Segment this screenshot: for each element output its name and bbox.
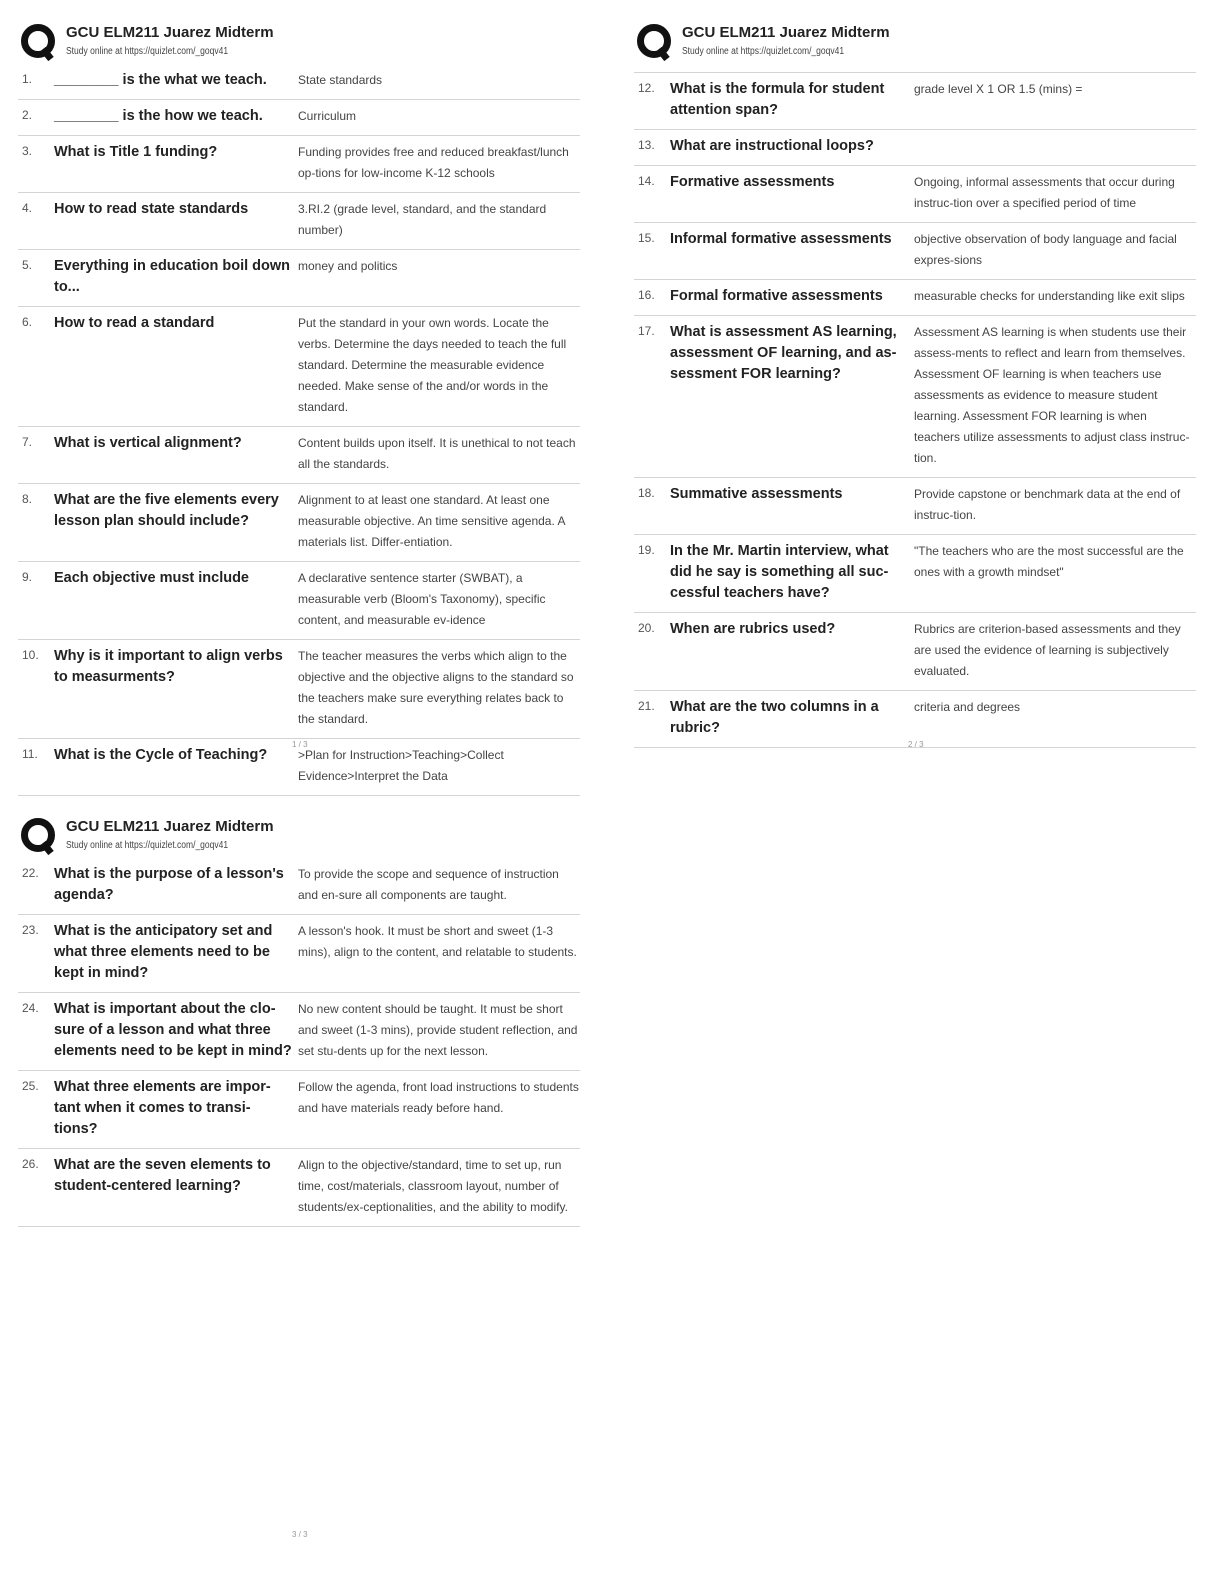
card-term: Each objective must include [54,570,249,586]
flashcard-row [634,535,1196,613]
card-definition: objective observation of body language and facial expres-sions [914,232,1177,267]
card-term: What are the seven elements to student-centered learning? [54,1157,271,1194]
flashcard-row [18,640,580,739]
card-term: What is assessment AS learning, assessment OF learning, and as-sessment FOR learning? [670,324,897,382]
card-term: Summative assessments [670,486,843,502]
card-number: 17. [638,324,655,338]
flashcard-row [18,250,580,307]
card-term: How to read state standards [54,201,249,217]
card-definition: The teacher measures the verbs which align to the objective and the objective aligns to the standard so the teachers make sure everything relates back to the standard. [298,649,574,726]
flashcard-row [18,100,580,136]
flashcard-row [18,307,580,427]
flashcard-row [18,64,580,100]
card-number: 5. [22,258,33,272]
card-number: 14. [638,174,655,188]
flashcard-row [18,136,580,193]
card-definition: To provide the scope and sequence of instruction and en-sure all components are taught. [298,867,559,902]
card-term: Informal formative assessments [670,231,892,247]
card-number: 13. [638,138,655,152]
quizlet-logo-icon [18,22,58,62]
flashcard-row [18,562,580,640]
card-definition: A declarative sentence starter (SWBAT), a measurable verb (Bloom's Taxonomy), specific content, and measurable ev-idence [298,571,546,627]
card-term: What is the formula for student attention span? [670,81,885,118]
card-number: 24. [22,1001,39,1015]
card-definition: Put the standard in your own words. Locate the verbs. Determine the days needed to teach the full standard. Determine the measurable evidence needed. Make sense of the and/or words in the standard. [298,316,567,414]
card-term: What are the five elements every lesson plan should include? [54,492,279,529]
flashcard-row [634,130,1196,166]
flashcard-row [18,993,580,1071]
flashcard-row [634,280,1196,316]
page-header [634,18,1196,64]
card-term: ________ is the how we teach. [54,108,263,124]
card-number: 20. [638,621,655,635]
page-2 [634,18,1196,748]
card-term: Formal formative assessments [670,288,883,304]
card-term: What is important about the clo-sure of a lesson and what three elements need to be kept in mind? [54,1001,292,1059]
card-number: 9. [22,570,33,584]
card-number: 26. [22,1157,39,1171]
card-definition: Rubrics are criterion-based assessments and they are used the evidence of learning is subjectively evaluated. [914,622,1181,678]
card-number: 23. [22,923,39,937]
card-term: Everything in education boil down to... [54,258,291,295]
document-title: GCU ELM211 Juarez Midterm [66,818,274,835]
page-number: 2 / 3 [908,740,924,749]
card-number: 12. [638,81,655,95]
card-definition [914,136,1196,157]
flashcard-row [18,427,580,484]
flashcard-list [18,64,580,796]
flashcard-list [18,858,580,1227]
card-term: What is the Cycle of Teaching? [54,747,268,763]
flashcard-row [18,915,580,993]
quizlet-logo-icon [18,816,58,856]
card-definition: A lesson's hook. It must be short and sweet (1-3 mins), align to the content, and relatable to students. [298,924,577,959]
card-term: In the Mr. Martin interview, what did he say is something all suc-cessful teachers have? [670,543,889,601]
card-definition: No new content should be taught. It must be short and sweet (1-3 mins), provide student reflection, and set stu-dents up for the next lesson. [298,1002,578,1058]
study-link[interactable]: Study online at https://quizlet.com/_goqv41 [66,840,229,851]
card-number: 8. [22,492,33,506]
document-title: GCU ELM211 Juarez Midterm [682,24,890,41]
flashcard-row [634,223,1196,280]
page-3 [18,812,580,1227]
card-term: What is Title 1 funding? [54,144,218,160]
flashcard-row [634,166,1196,223]
card-number: 11. [22,747,38,761]
card-definition: Assessment AS learning is when students use their assess-ments to reflect and learn from themselves. Assessment OF learning is when teachers use assessments as evidence to measure student learning. Assessment FOR learning is when teachers utilize assessments to adjust class instruc-tion. [914,325,1190,465]
card-definition: >Plan for Instruction>Teaching>Collect Evidence>Interpret the Data [298,748,504,783]
card-definition: money and politics [298,259,398,273]
flashcard-row [18,1149,580,1227]
card-number: 16. [638,288,655,302]
card-definition: Follow the agenda, front load instructions to students and have materials ready before hand. [298,1080,579,1115]
study-link[interactable]: Study online at https://quizlet.com/_goqv41 [682,46,845,57]
card-definition: Alignment to at least one standard. At least one measurable objective. An time sensitive agenda. A materials list. Differ-entiation. [298,493,565,549]
card-term: What is vertical alignment? [54,435,242,451]
card-term: What are the two columns in a rubric? [670,699,879,736]
card-definition: Curriculum [298,109,357,123]
flashcard-row [634,316,1196,478]
card-number: 1. [22,72,33,86]
card-number: 22. [22,866,39,880]
card-number: 4. [22,201,33,215]
card-term: What is the purpose of a lesson's agenda? [54,866,284,903]
flashcard-row [18,484,580,562]
card-number: 19. [638,543,655,557]
page-header [18,812,580,858]
card-definition: Provide capstone or benchmark data at the end of instruc-tion. [914,487,1181,522]
document-title: GCU ELM211 Juarez Midterm [66,24,274,41]
card-definition: Ongoing, informal assessments that occur during instruc-tion over a specified period of time [914,175,1175,210]
page-header [18,18,580,64]
card-number: 7. [22,435,33,449]
card-definition: grade level X 1 OR 1.5 (mins) = [914,82,1083,96]
flashcard-row [634,478,1196,535]
card-term: Formative assessments [670,174,835,190]
flashcard-row [18,1071,580,1149]
flashcard-row [18,858,580,915]
flashcard-row [18,193,580,250]
quizlet-logo-icon [634,22,674,62]
card-term: How to read a standard [54,315,215,331]
card-number: 15. [638,231,655,245]
card-number: 10. [22,648,39,662]
card-definition: criteria and degrees [914,700,1021,714]
card-definition: 3.RI.2 (grade level, standard, and the standard number) [298,202,547,237]
card-definition: Content builds upon itself. It is unethical to not teach all the standards. [298,436,576,471]
flashcard-list [634,72,1196,748]
card-term: What are instructional loops? [670,138,874,154]
card-term: ________ is the what we teach. [54,72,267,88]
page-1 [18,18,580,796]
card-number: 2. [22,108,33,122]
flashcard-row [634,613,1196,691]
card-term: When are rubrics used? [670,621,836,637]
card-number: 3. [22,144,33,158]
flashcard-row [634,73,1196,130]
card-term: Why is it important to align verbs to measurments? [54,648,283,685]
card-number: 25. [22,1079,39,1093]
study-link[interactable]: Study online at https://quizlet.com/_goqv41 [66,46,229,57]
card-definition: Funding provides free and reduced breakfast/lunch op-tions for low-income K-12 schools [298,145,569,180]
card-definition: "The teachers who are the most successful are the ones with a growth mindset" [914,544,1184,579]
card-number: 18. [638,486,655,500]
card-number: 21. [638,699,655,713]
card-definition: Align to the objective/standard, time to set up, run time, cost/materials, classroom layout, number of students/ex-ceptionalities, and the ability to modify. [298,1158,568,1214]
card-term: What is the anticipatory set and what three elements need to be kept in mind? [54,923,273,981]
page-number: 1 / 3 [292,740,308,749]
page-number: 3 / 3 [292,1530,308,1539]
card-definition: State standards [298,73,383,87]
card-number: 6. [22,315,33,329]
card-term: What three elements are impor-tant when it comes to transi-tions? [54,1079,271,1137]
card-definition: measurable checks for understanding like exit slips [914,289,1185,303]
